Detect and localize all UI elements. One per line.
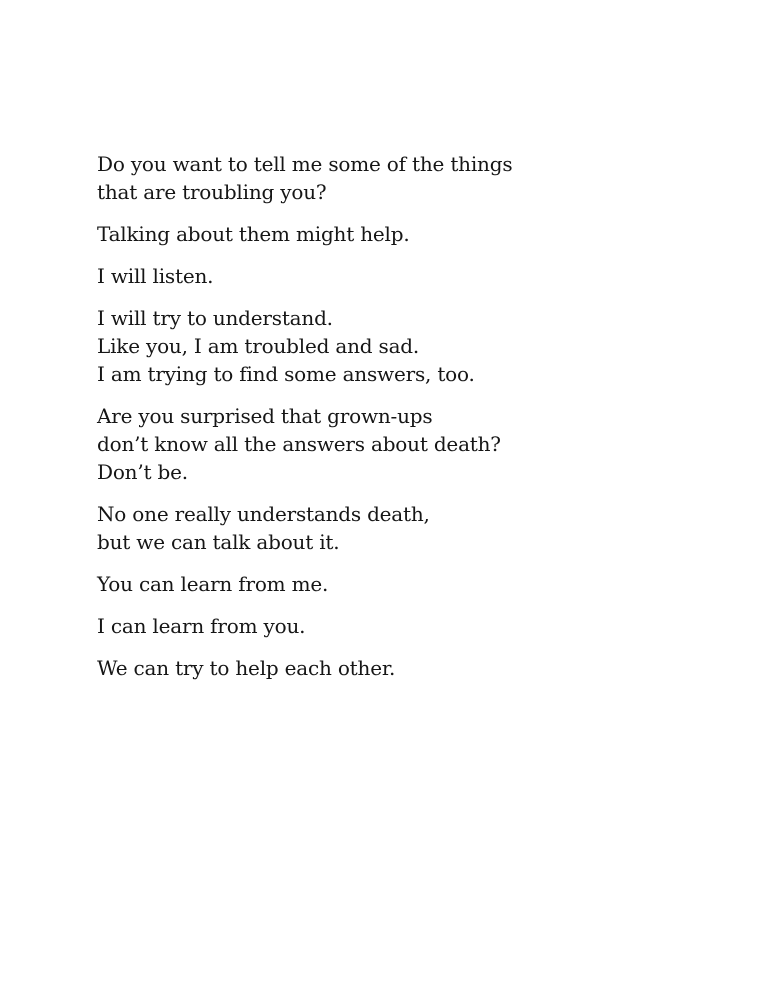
poem-line: I can learn from you. (97, 614, 306, 638)
poem-line: Are you surprised that grown-ups (97, 404, 433, 428)
stanza (97, 304, 717, 388)
stanza (97, 150, 717, 206)
poem-line: We can try to help each other. (97, 656, 396, 680)
poem-line: No one really understands death, (97, 502, 430, 526)
stanza (97, 500, 717, 556)
stanza (97, 612, 717, 640)
poem-line: Don’t be. (97, 460, 188, 484)
poem-line: that are troubling you? (97, 180, 327, 204)
poem-line: but we can talk about it. (97, 530, 340, 554)
stanza (97, 402, 717, 486)
stanza (97, 220, 717, 248)
stanza (97, 570, 717, 598)
poem-line: I will listen. (97, 264, 214, 288)
poem-text (97, 150, 717, 696)
poem-line: Do you want to tell me some of the things (97, 152, 513, 176)
poem-line: You can learn from me. (97, 572, 329, 596)
stanza (97, 262, 717, 290)
poem-line: I will try to understand. (97, 306, 333, 330)
poem-line: don’t know all the answers about death? (97, 432, 501, 456)
stanza (97, 654, 717, 682)
poem-line: Talking about them might help. (97, 222, 410, 246)
poem-line: I am trying to find some answers, too. (97, 362, 475, 386)
poem-line: Like you, I am troubled and sad. (97, 334, 420, 358)
